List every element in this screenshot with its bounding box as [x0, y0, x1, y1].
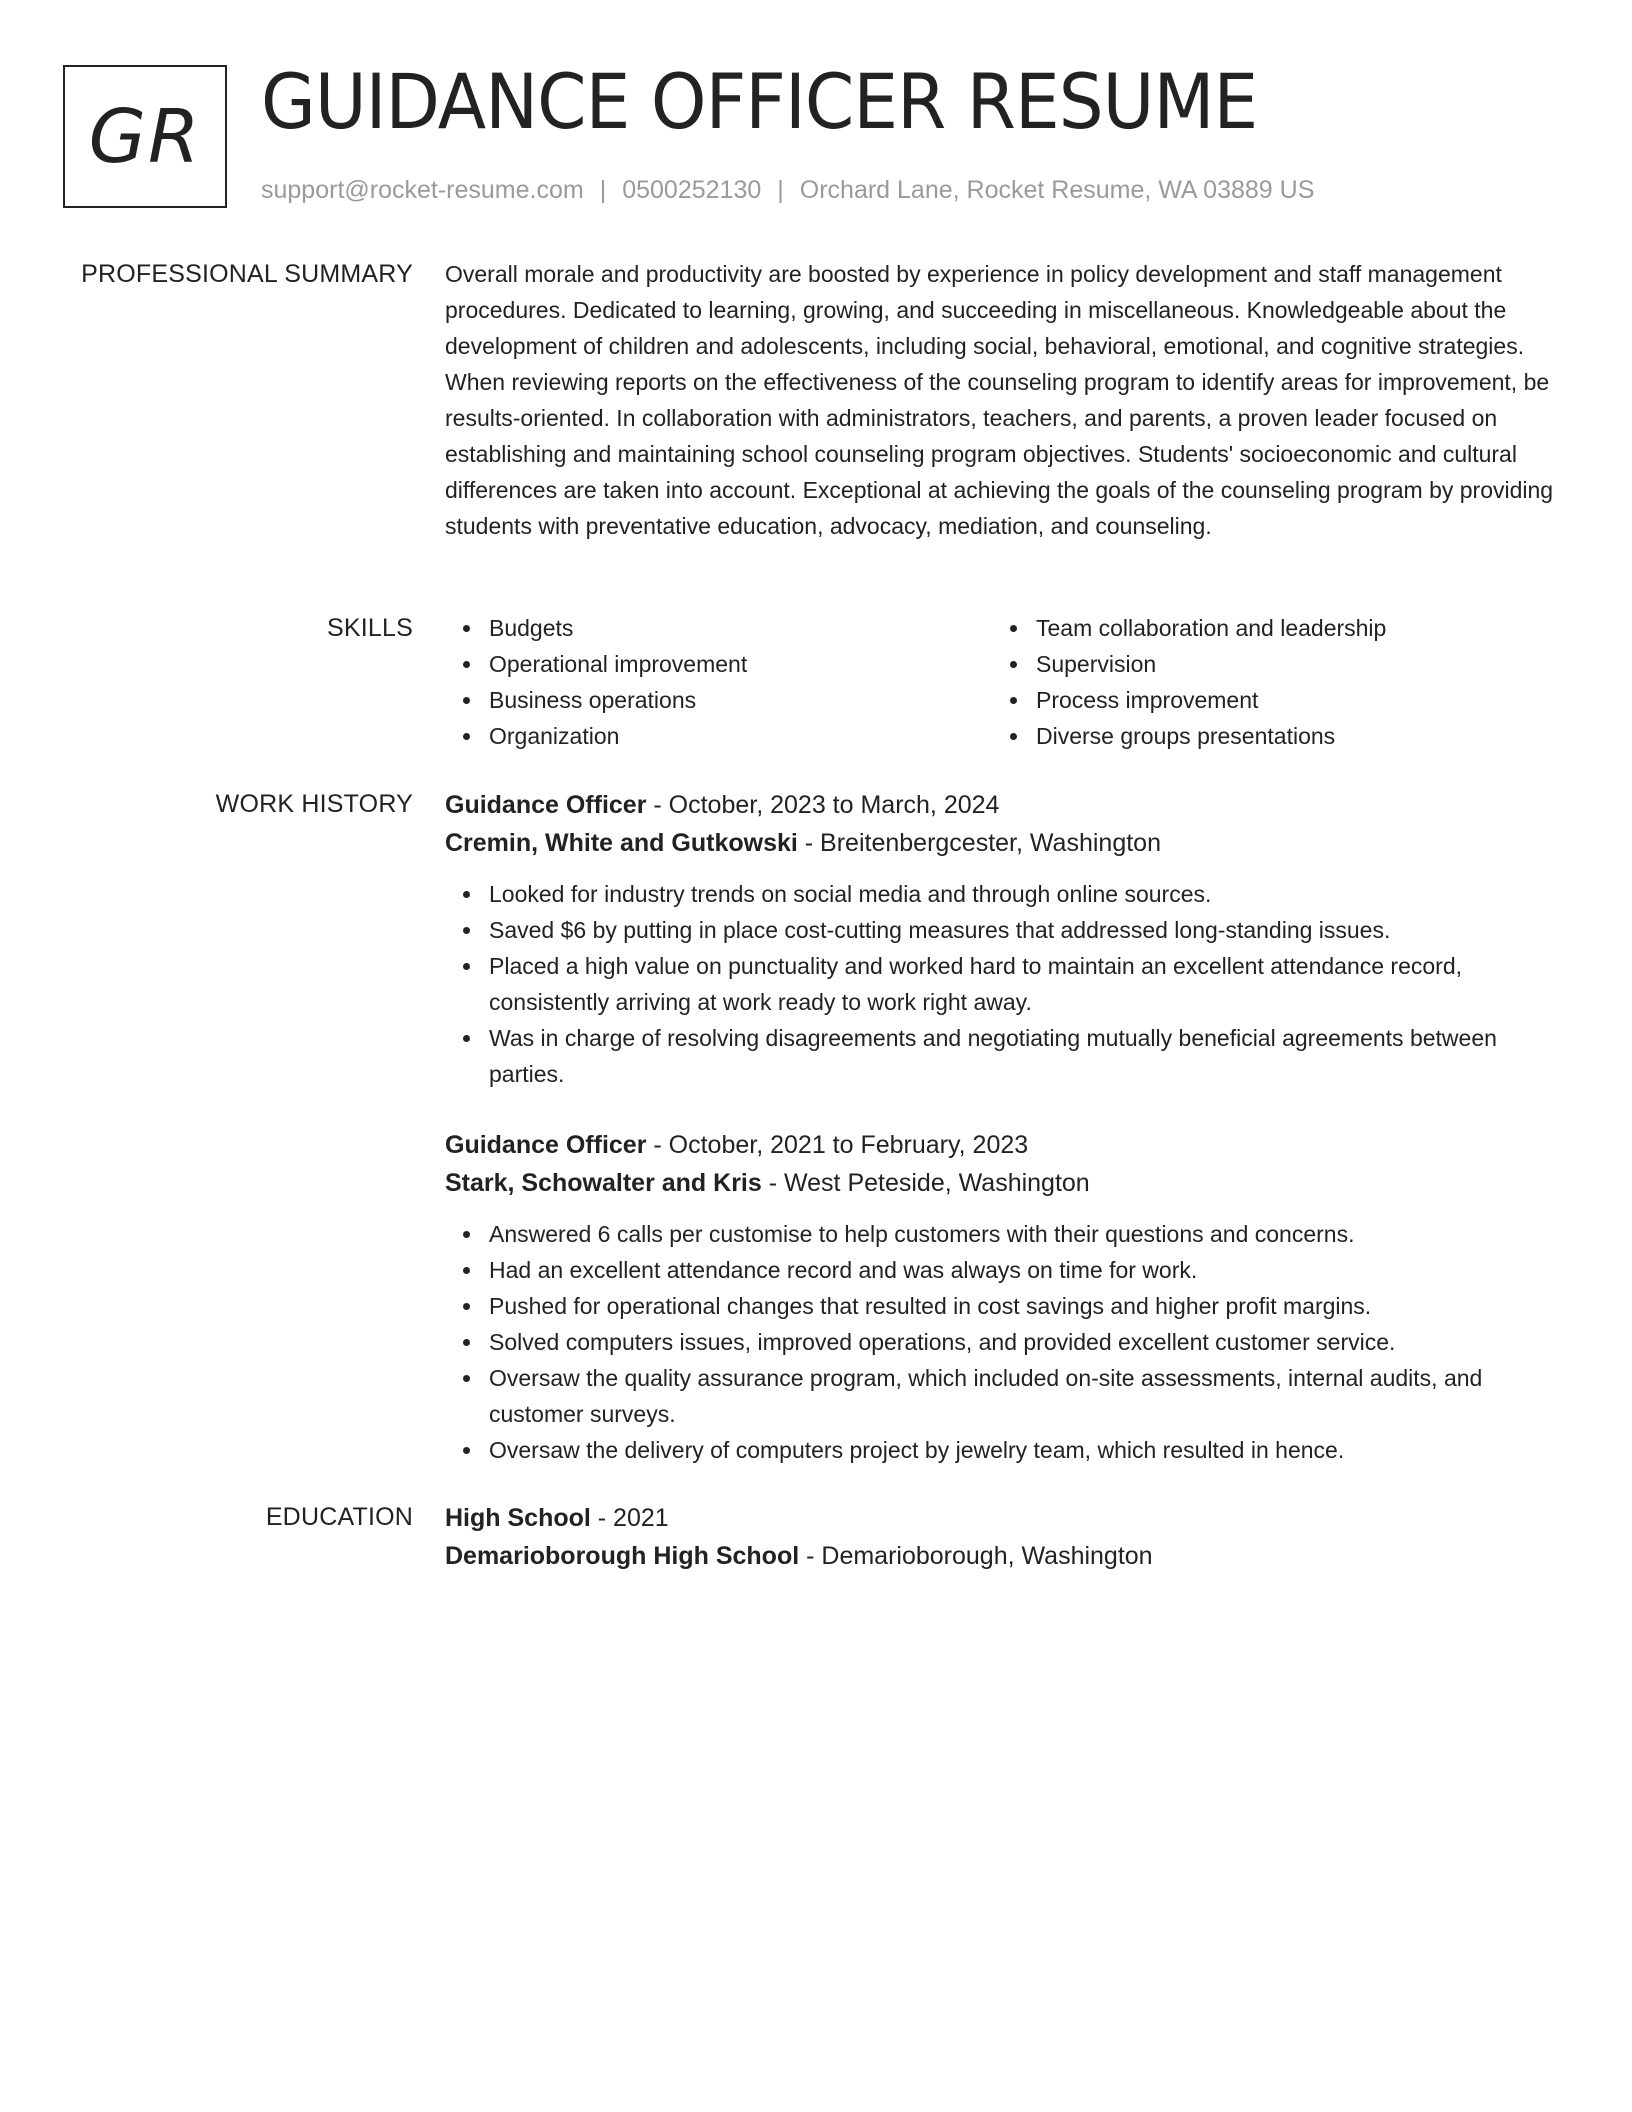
- job-duties-list: [445, 876, 1555, 1092]
- job-title-line: [445, 1126, 1555, 1164]
- school-name: Demarioborough High School: [445, 1542, 800, 1570]
- summary-heading: PROFESSIONAL SUMMARY: [81, 260, 413, 288]
- skills-column-1: [445, 610, 992, 754]
- skills-heading: SKILLS: [327, 614, 413, 642]
- job-entry: [445, 1126, 1555, 1468]
- job-duty: Answered 6 calls per customise to help customers with their questions and concerns.: [489, 1216, 1555, 1252]
- job-duty: Oversaw the quality assurance program, which included on-site assessments, internal audits, and customer surveys.: [489, 1360, 1555, 1432]
- job-duty: Was in charge of resolving disagreements and negotiating mutually beneficial agreements between parties.: [489, 1020, 1555, 1092]
- skill-item: Process improvement: [1036, 682, 1539, 718]
- skill-item: Operational improvement: [489, 646, 992, 682]
- monogram-box: [63, 65, 227, 208]
- school-location: - Demarioborough, Washington: [799, 1542, 1153, 1570]
- contact-separator: |: [777, 176, 784, 204]
- job-company-line: [445, 1164, 1555, 1202]
- job-company: Stark, Schowalter and Kris: [445, 1169, 762, 1197]
- contact-line: [261, 172, 1314, 208]
- skill-item: Organization: [489, 718, 992, 754]
- skill-item: Diverse groups presentations: [1036, 718, 1539, 754]
- summary-text: Overall morale and productivity are boosted by experience in policy development and staff management procedures. Dedicated to learning, growing, and succeeding in miscellaneous. Knowledgeable about the development of children and adolescents, including social, behavioral, emotional, and cognitive strategies. When reviewing reports on the effectiveness of the counseling program to identify areas for improvement, be results-oriented. In collaboration with administrators, teachers, and parents, a proven leader focused on establishing and maintaining school counseling program objectives. Students' socioeconomic and cultural differences are taken into account. Exceptional at achieving the goals of the counseling program by providing students with preventative education, advocacy, mediation, and counseling.: [445, 261, 1554, 539]
- skill-item: Team collaboration and leadership: [1036, 610, 1539, 646]
- education-heading: EDUCATION: [265, 1503, 413, 1531]
- contact-address: Orchard Lane, Rocket Resume, WA 03889 US: [799, 176, 1315, 204]
- job-duty: Had an excellent attendance record and was always on time for work.: [489, 1252, 1555, 1288]
- job-location: - Breitenbergcester, Washington: [797, 829, 1161, 857]
- contact-separator: |: [599, 176, 607, 204]
- skills-grid: [445, 610, 1555, 754]
- skills-column-2: [992, 610, 1539, 754]
- job-duties-list: [445, 1216, 1555, 1468]
- job-duty: Saved $6 by putting in place cost-cutting measures that addressed long-standing issues.: [489, 912, 1555, 948]
- job-duty: Looked for industry trends on social media and through online sources.: [489, 876, 1555, 912]
- job-company: Cremin, White and Gutkowski: [445, 829, 798, 857]
- degree-name: High School: [445, 1504, 591, 1532]
- degree-line: [445, 1499, 1555, 1537]
- job-location: - West Peteside, Washington: [761, 1169, 1090, 1197]
- job-title: Guidance Officer: [445, 791, 647, 819]
- resume-title: GUIDANCE OFFICER RESUME: [261, 57, 1258, 146]
- job-duty: Oversaw the delivery of computers project by jewelry team, which resulted in hence.: [489, 1432, 1555, 1468]
- work-history-heading: WORK HISTORY: [215, 790, 413, 818]
- job-dates: - October, 2021 to February, 2023: [646, 1131, 1029, 1159]
- skills-body: [445, 610, 1555, 754]
- job-company-line: [445, 824, 1555, 862]
- degree-year: - 2021: [590, 1504, 669, 1532]
- monogram-initials: GR: [88, 93, 202, 180]
- job-duty: Pushed for operational changes that resulted in cost savings and higher profit margins.: [489, 1288, 1555, 1324]
- contact-email: support@rocket-resume.com: [261, 176, 584, 204]
- job-title-line: [445, 786, 1555, 824]
- skill-item: Business operations: [489, 682, 992, 718]
- contact-phone: 0500252130: [622, 176, 762, 204]
- skill-item: Supervision: [1036, 646, 1539, 682]
- job-dates: - October, 2023 to March, 2024: [646, 791, 1000, 819]
- education-body: [445, 1499, 1555, 1575]
- school-line: [445, 1537, 1555, 1575]
- skill-item: Budgets: [489, 610, 992, 646]
- job-duty: Solved computers issues, improved operations, and provided excellent customer service.: [489, 1324, 1555, 1360]
- summary-body: [445, 256, 1555, 544]
- job-entry: [445, 786, 1555, 1092]
- work-history-body: [445, 786, 1555, 1468]
- job-duty: Placed a high value on punctuality and worked hard to maintain an excellent attendance record, consistently arriving at work ready to work right away.: [489, 948, 1555, 1020]
- job-title: Guidance Officer: [445, 1131, 647, 1159]
